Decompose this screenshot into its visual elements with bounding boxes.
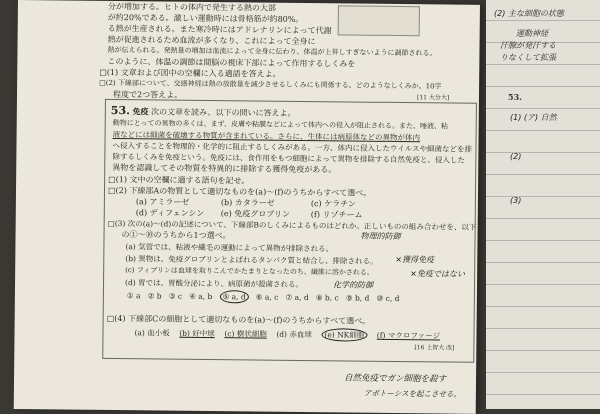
hand-bottom-2: アポトーシスを起こさせる。 [363, 388, 462, 399]
top-q1: □(1) 文章および図中の空欄に入る適語を答えよ。 [99, 67, 281, 79]
top-q2b: 程度で2つ答えよ。 [112, 90, 183, 100]
problem-line-1: 動物にとっての異物の多くは、まず、皮膚や粘膜などによって体内への侵入が阻止される。また、唾液、粘 [112, 118, 449, 131]
rule-line [486, 174, 600, 175]
hand-note-c: ×免疫ではない [410, 269, 465, 279]
q3-text-b: の①〜⑩のうちから1つ選べ。 [121, 230, 231, 241]
choice-10: ⑩ c, d [376, 293, 400, 304]
q1-text: □(1) 文中の空欄に適する語句を記せ。 [108, 174, 250, 186]
rule-line [486, 394, 600, 395]
choice-2: ② b [147, 291, 162, 301]
choice-5: ⑤ a, d [219, 290, 248, 303]
notebook-page [486, 0, 600, 409]
q4-opt-d: (d) 赤血球 [276, 329, 312, 340]
hand-note-b: ×獲得免疫 [395, 254, 435, 265]
hand-note-d: 化学的防御 [332, 280, 374, 290]
q4-opt-e: (e) NK細胞 [321, 328, 367, 341]
rule-line [486, 108, 600, 109]
choice-8: ⑧ b, c [315, 293, 339, 303]
rule-line [486, 20, 600, 21]
rule-line [486, 240, 600, 241]
choice-9: ⑨ b, d [345, 293, 370, 303]
q3-item-d: (d) 胃では、胃酸分泌により、病原菌が殺菌される。 [124, 278, 304, 290]
q3-item-a: (a) 気管では、粘液や繊毛の運動によって異物が排除される。 [125, 242, 334, 254]
q2-opt-b: (b) カタラーゼ [220, 198, 275, 208]
problem-credit: [16 上智大 改] [414, 344, 455, 352]
top-credit: [11 大分大] [416, 94, 450, 102]
top-q2: □(2) 下線部について、交感神経は熱の放散量を減少させるしくみにも関係する。どのようなしくみか。10字 [99, 78, 442, 91]
q3-item-b: (b) 異物は、免疫グロブリンとよばれるタンパク質と結合し、排除される。 [125, 254, 378, 266]
notebook-text-3: 汗腺が発汗する [500, 41, 556, 50]
q4-opt-b: (b) 好中球 [179, 328, 215, 339]
rule-line [486, 130, 600, 131]
textbook-page [14, 0, 480, 414]
q4-opt-c: (c) 樹状細胞 [224, 329, 267, 339]
notebook-answer-2: (2) [510, 152, 522, 161]
q2-text: □(2) 下線部Aの物質として適切なものを(a)〜(f)のうちからすべて選べ。 [107, 185, 372, 198]
notebook-text-1: (2) 主な細胞の状態 [494, 9, 564, 18]
notebook-text-4: りなくして拡張 [500, 53, 556, 62]
q2-opt-c: (c) ケラチン [310, 199, 356, 209]
problem-line-4: 除するしくみを免疫という。免疫には、食作用をもつ細胞によって異物を排除する自然免疫と、侵入した [112, 151, 465, 165]
q2-opt-d: (d) ディフェンシン [135, 208, 205, 218]
q3-item-c: (c) フィブリンは血球を取りこんでかたまりとなったのち、繊維に溶かされる。 [125, 266, 374, 277]
rule-line [486, 86, 600, 87]
rule-line [486, 350, 600, 351]
top-line-3: る熱が生産される。また寒冷時にはアドレナリンによって代謝 [107, 23, 332, 36]
rule-line [486, 152, 600, 153]
top-line-1: 分が増加する。ヒトの体内で発生する熱の大部 [107, 1, 276, 13]
q2-opt-e: (e) 免疫グロブリン [220, 209, 291, 219]
rule-line [486, 262, 600, 263]
rule-line [486, 306, 600, 307]
notebook-text-2: 運動神経 [516, 29, 548, 38]
notebook-answer-3: (3) [510, 196, 522, 205]
problem-title: 免疫 [132, 106, 149, 117]
q4-text: □(4) 下線部Cの細胞として適切なものを(a)〜(f)のうちからすべて選べ。 [106, 313, 371, 326]
rule-line [486, 328, 600, 329]
choice-4: ④ a, b [189, 291, 213, 302]
problem-line-2: 液などには細菌を破壊する物質が含まれている。さらに、生体には病原体などの異物が体内 [112, 129, 421, 143]
problem-header [111, 105, 296, 119]
rule-line [486, 196, 600, 197]
problem-intro: 次の文章を読み、以下の問いに答えよ。 [151, 107, 296, 118]
q4-opt-a: (a) 血小板 [134, 328, 170, 338]
q3-text: □(3) 次の(a)〜(d)の記述について、下線部Bのしくみによるものはどれか。正しいものの組み合わせを、以下 [107, 218, 477, 232]
top-line-4: 熱が促進されるため血流が多くなり、これによって全身に [107, 34, 316, 47]
figure-diagram [338, 5, 420, 36]
top-line-2: が約20%である。激しい運動時には骨格筋が約80%。 [107, 12, 304, 24]
rule-line [486, 372, 600, 373]
hand-note-a: 物理的防御 [360, 231, 401, 242]
q2-opt-a: (a) アミラーゼ [135, 197, 190, 207]
choice-3: ③ c [168, 291, 183, 301]
notebook-answer-1: (1) (ア) 自然 [510, 113, 557, 122]
rule-line [486, 218, 600, 219]
problem-number: 53. [110, 103, 131, 118]
notebook-answer-53: 53. [508, 92, 522, 102]
problem-line-5: 異物を認識してその物質を特異的に排除する獲得免疫がある。 [112, 162, 337, 175]
rule-line [486, 64, 600, 65]
choice-7: ⑦ a, d [285, 292, 309, 303]
choice-1: ① a [126, 291, 141, 301]
rule-line [486, 284, 600, 285]
top-line-5: 熱が伝えられる。発熱量の増加は血流によって全身に伝わり、体温が上昇しすぎないように調節される。 [107, 45, 437, 58]
q4-opt-f: (f) マクロファージ [376, 330, 441, 341]
top-line-6: このように、体温の調節は間脳の視床下部によって作用するしくみを [107, 56, 356, 69]
hand-bottom-1: 自然免疫でガン細胞を殺す [344, 373, 447, 385]
problem-line-3: へ侵入することを物理的・化学的に阻止するしくみがある。一方、体内に侵入したウイルスや細菌などを排 [112, 140, 473, 154]
choice-6: ⑥ a, c [255, 292, 279, 302]
q2-opt-f: (f) リゾチーム [310, 210, 363, 220]
